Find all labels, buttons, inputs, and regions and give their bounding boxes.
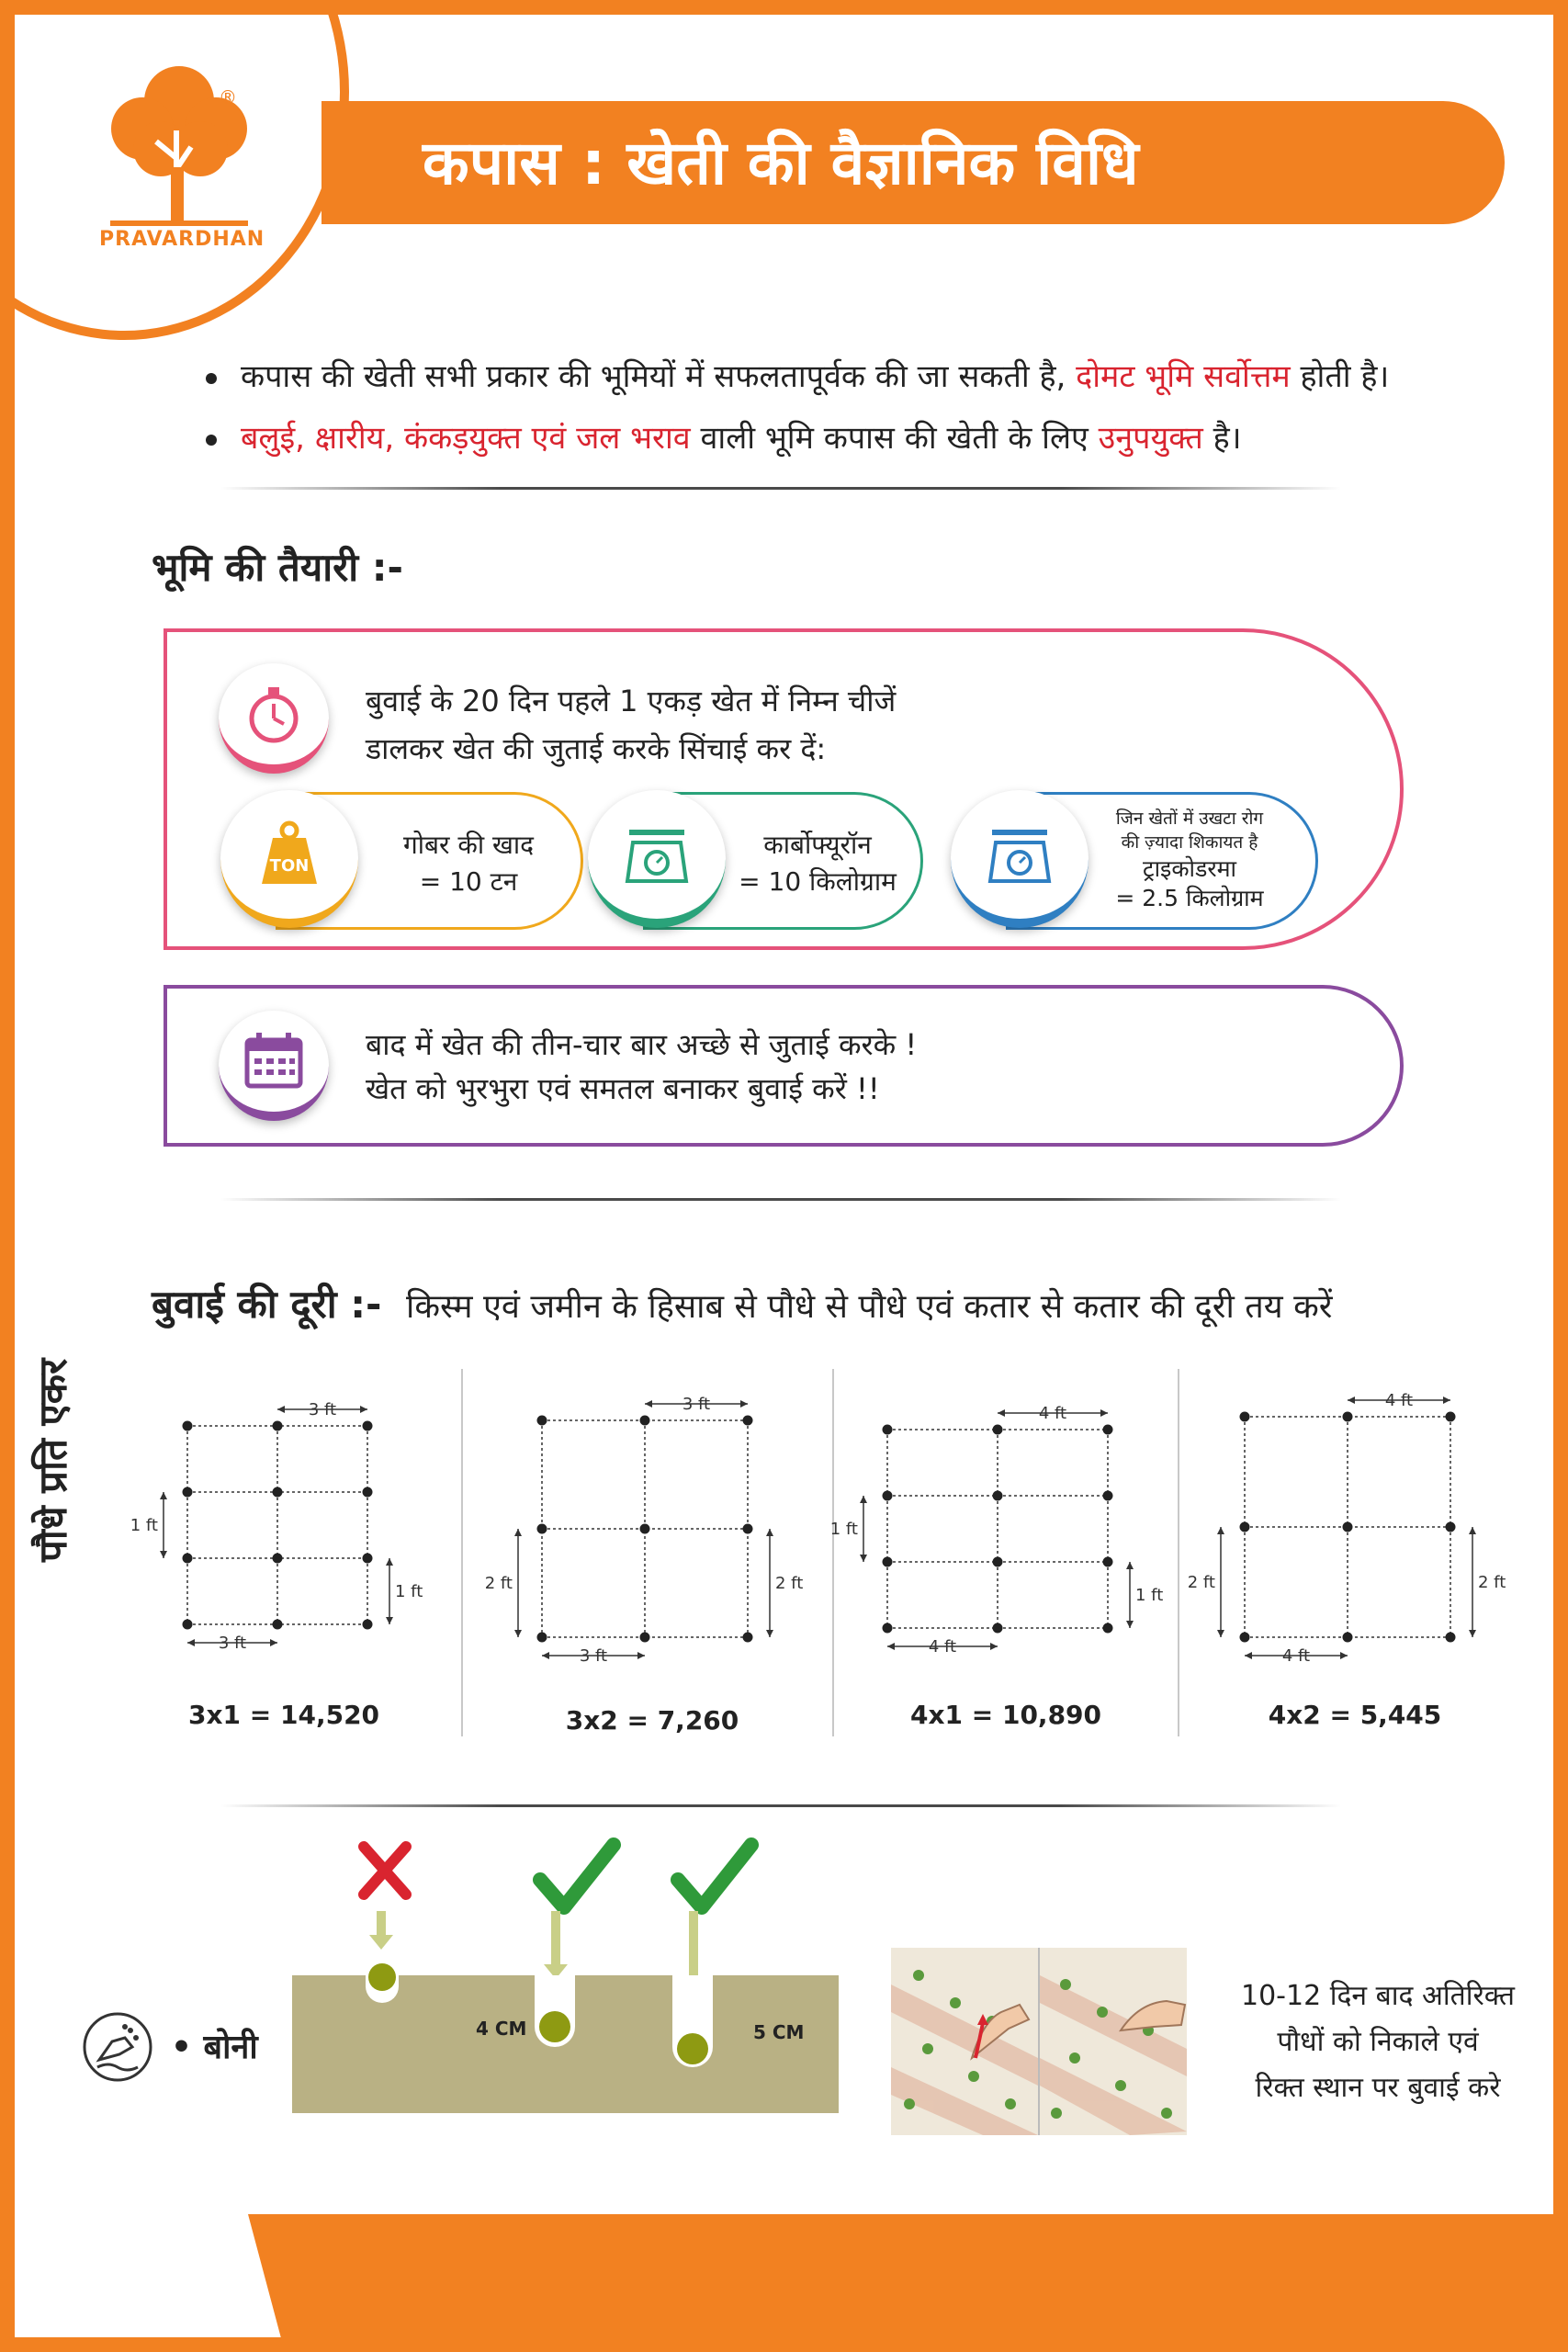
hand-sowing-icon [81,2010,154,2084]
bottom-spacing-arrowhead [637,1652,645,1659]
plant-dot [640,1524,650,1534]
trichoderma-note-2: की ज़्यादा शिकायत है [1121,832,1258,853]
intro-line2-end: है। [1202,420,1242,457]
manure-label: गोबर की खाद [402,830,535,860]
plant-dot [883,1623,893,1634]
intro-line1-start: कपास की खेती सभी प्रकार की भूमियों में सफलतापूर्वक की जा सकती है, [241,358,1077,395]
bottom-spacing-arrowhead [1340,1652,1348,1659]
left-spacing-label: 1 ft [130,1516,158,1535]
weight-ton-icon [253,818,326,891]
bullet-dot [206,373,217,384]
spacing-grids [0,1360,1568,1746]
bottom-spacing-arrowhead [887,1643,895,1650]
left-spacing-arrowhead [514,1630,522,1637]
plant-dot [1103,1623,1113,1634]
thinning-illustration [891,1948,1187,2135]
intro-line1-highlight: दोमट भूमि सर्वोत्तम [1076,358,1291,395]
plant-dot [183,1487,193,1498]
plant-dot [993,1491,1003,1501]
calendar-icon [242,1031,306,1091]
plant-dot [537,1524,547,1534]
land-prep-line1: बुवाई के 20 दिन पहले 1 एकड़ खेत में निम्न चीजें [366,684,897,718]
plant-dot [273,1421,283,1431]
plant-dot [363,1620,373,1630]
ton-label: TON [269,856,310,876]
left-spacing-arrowhead [514,1529,522,1536]
plant-dot [273,1487,283,1498]
manure-text [372,827,565,900]
left-spacing-arrowhead [160,1492,167,1499]
intro-line2-highlight: बलुई, क्षारीय, कंकड़युक्त एवं जल भराव [241,420,691,457]
top-spacing-arrowhead [1348,1396,1355,1404]
plant-dot [640,1633,650,1643]
plant-dot [1343,1522,1353,1532]
top-spacing-arrowhead [1100,1409,1108,1417]
plant-dot [183,1620,193,1630]
plant-dot [883,1425,893,1435]
bottom-spacing-label: 3 ft [579,1646,608,1666]
land-prep-line2: डालकर खेत की जुताई करके सिंचाई कर दें: [366,731,827,766]
left-spacing-label: 2 ft [1187,1573,1215,1592]
plant-dot [1240,1412,1250,1422]
right-spacing-label: 1 ft [1135,1586,1164,1605]
right-spacing-label: 1 ft [395,1582,423,1601]
grid-caption-3x1: 3x1 = 14,520 [188,1700,380,1730]
sowing-depth-diagram [292,1819,843,2122]
footer-band [248,2214,1568,2352]
divider [220,1804,1341,1807]
plant-dot [1343,1412,1353,1422]
brand-name: PRAVARDHAN [99,228,265,251]
plant-dot [640,1416,650,1426]
trichoderma-badge [951,790,1089,928]
plant-dot [183,1421,193,1431]
right-spacing-arrowhead [766,1630,773,1637]
grid-caption-4x1: 4x1 = 10,890 [909,1700,1102,1730]
right-spacing-arrowhead [1469,1527,1476,1534]
bottom-spacing-arrowhead [270,1639,277,1646]
plants-per-acre-label: पौधे प्रति एकर [30,1358,75,1562]
plant-dot [183,1554,193,1564]
trichoderma-note-1: जिन खेतों में उखटा रोग [1115,808,1264,829]
right-spacing-arrowhead [1126,1621,1134,1628]
manure-badge [220,790,358,928]
depth-label-4cm: 4 CM [476,2018,527,2040]
plant-dot [537,1633,547,1643]
plant-dot [993,1623,1003,1634]
top-spacing-label: 4 ft [1384,1391,1414,1410]
right-spacing-arrowhead [386,1617,393,1624]
bottom-spacing-label: 4 ft [928,1637,957,1657]
calendar-badge [219,1011,329,1121]
plant-dot [363,1421,373,1431]
intro-line1-end: होती है। [1290,358,1390,395]
trichoderma-value: = 2.5 किलोग्राम [1115,885,1264,911]
registered-mark: ® [219,86,237,108]
grid-caption-3x2: 3x2 = 7,260 [565,1705,739,1736]
divider [220,487,1341,490]
plant-dot [1240,1633,1250,1643]
spacing-subheading: किस्म एवं जमीन के हिसाब से पौधे से पौधे एवं कतार से कतार की दूरी तय करें [406,1288,1333,1326]
cross-icon [364,1847,406,1894]
bottom-spacing-arrowhead [990,1643,998,1650]
right-spacing-label: 2 ft [775,1574,804,1593]
top-spacing-arrowhead [1443,1396,1450,1404]
trichoderma-label: ट्राइकोडरमा [1142,855,1237,882]
bullet-dot [206,435,217,446]
thinning-note-line3: रिक्त स्थान पर बुवाई करे [1255,2072,1501,2104]
bottom-spacing-label: 3 ft [218,1634,247,1653]
plant-dot [1103,1425,1113,1435]
right-spacing-label: 2 ft [1478,1573,1506,1592]
plant-dot [273,1620,283,1630]
top-spacing-arrowhead [645,1400,652,1408]
top-spacing-label: 3 ft [308,1400,337,1419]
intro-line2-mid: वाली भूमि कपास की खेती के लिए [690,420,1099,457]
bottom-spacing-arrowhead [1245,1652,1252,1659]
right-spacing-arrowhead [386,1558,393,1566]
plant-dot [363,1554,373,1564]
left-spacing-arrowhead [860,1555,867,1562]
trichoderma-text [1079,807,1300,913]
ploughing-line2: खेत को भुरभुरा एवं समतल बनाकर बुवाई करें !! [366,1071,880,1106]
thinning-note-line2: पौधों को निकाले एवं [1277,2026,1479,2058]
thinning-note-line1: 10-12 दिन बाद अतिरिक्त [1241,1980,1515,2012]
right-spacing-arrowhead [1469,1630,1476,1637]
plant-dot [363,1487,373,1498]
thinning-note [1226,1973,1529,2111]
plant-dot [743,1524,753,1534]
intro-bullet-2 [206,415,1242,458]
plant-dot [1103,1557,1113,1567]
spacing-heading: बुवाई की दूरी :- [152,1282,382,1327]
top-spacing-arrowhead [998,1409,1005,1417]
carbofuran-text [726,827,909,900]
left-spacing-arrowhead [860,1496,867,1503]
plant-dot [993,1557,1003,1567]
scale-icon [620,822,694,887]
plant-dot [1240,1522,1250,1532]
bottom-spacing-label: 4 ft [1281,1646,1311,1666]
manure-value: = 10 टन [419,866,518,897]
divider [220,1198,1341,1201]
carbofuran-badge [588,790,726,928]
plant-dot [743,1416,753,1426]
top-spacing-arrowhead [740,1400,748,1408]
left-spacing-label: 1 ft [829,1520,858,1539]
top-spacing-label: 4 ft [1038,1404,1067,1423]
depth-label-5cm: 5 CM [753,2021,805,2043]
plant-dot [743,1633,753,1643]
plant-dot [1446,1522,1456,1532]
plant-dot [273,1554,283,1564]
grid-caption-4x2: 4x2 = 5,445 [1268,1700,1442,1730]
plant-dot [1446,1633,1456,1643]
top-spacing-arrowhead [277,1406,285,1413]
plant-dot [1103,1491,1113,1501]
ploughing-line1: बाद में खेत की तीन-चार बार अच्छे से जुताई करके ! [366,1027,918,1062]
plant-dot [993,1425,1003,1435]
sowing-label: • बोनी [171,2029,258,2066]
left-spacing-label: 2 ft [484,1574,513,1593]
right-spacing-arrowhead [1126,1562,1134,1569]
land-prep-heading: भूमि की तैयारी :- [152,545,403,590]
checkmark-icon [540,1845,614,1907]
stopwatch-icon [242,682,306,746]
plant-dot [537,1416,547,1426]
carbofuran-value: = 10 किलोग्राम [739,866,897,897]
plant-dot [883,1491,893,1501]
left-spacing-arrowhead [160,1551,167,1558]
intro-line2-highlight-2: उनुपयुक्त [1098,420,1203,457]
page-title: कपास : खेती की वैज्ञानिक विधि [423,128,1139,198]
carbofuran-label: कार्बोफ्यूरॉन [763,830,872,860]
right-spacing-arrowhead [766,1529,773,1536]
bottom-spacing-arrowhead [542,1652,549,1659]
plant-dot [883,1557,893,1567]
stopwatch-badge [219,663,329,774]
left-spacing-arrowhead [1217,1527,1224,1534]
scale-icon [983,822,1056,887]
intro-bullet-1 [206,354,1389,396]
bottom-spacing-arrowhead [187,1639,195,1646]
left-spacing-arrowhead [1217,1630,1224,1637]
checkmark-icon [678,1845,751,1907]
plant-dot [1446,1412,1456,1422]
top-spacing-label: 3 ft [682,1395,711,1414]
tree-logo-icon [92,57,266,241]
top-spacing-arrowhead [360,1406,367,1413]
plant-dot [1343,1633,1353,1643]
